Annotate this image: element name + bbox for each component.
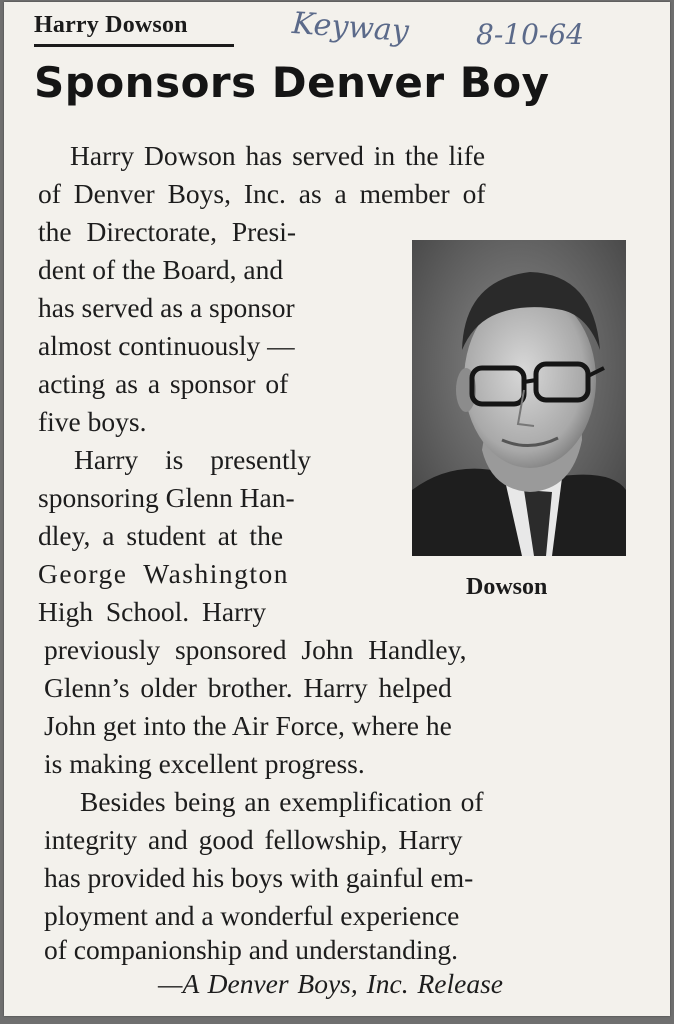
- body-line: dley, a student at the: [38, 520, 284, 551]
- body-line: John get into the Air Force, where he: [44, 710, 452, 741]
- byline: —A Denver Boys, Inc. Release: [158, 968, 504, 999]
- headline: Sponsors Denver Boy: [34, 58, 550, 107]
- body-line: almost continuously —: [38, 330, 295, 361]
- body-line: integrity and good fellowship, Harry: [44, 824, 463, 855]
- body-line: the Directorate, Presi-: [38, 216, 297, 247]
- body-line: ployment and a wonderful experience: [44, 900, 460, 931]
- newspaper-clipping: [4, 2, 670, 1016]
- kicker-underline: [34, 44, 234, 47]
- body-line: acting as a sponsor of: [38, 368, 289, 399]
- body-line: Harry Dowson has served in the life: [70, 140, 486, 171]
- portrait-illustration: [412, 240, 626, 556]
- handwritten-name: Keyway: [290, 5, 410, 50]
- body-line: Harry is presently: [74, 444, 312, 475]
- body-line: five boys.: [38, 406, 147, 437]
- kicker: Harry Dowson: [34, 12, 188, 38]
- photo-caption: Dowson: [466, 574, 548, 600]
- body-line: of companionship and understanding.: [44, 934, 458, 965]
- handwritten-date: 8-10-64: [476, 18, 584, 51]
- body-line: High School. Harry: [38, 596, 267, 627]
- body-line: has provided his boys with gainful em-: [44, 862, 474, 893]
- body-line: has served as a sponsor: [38, 292, 295, 323]
- body-line: Besides being an exemplification of: [80, 786, 484, 817]
- body-line: sponsoring Glenn Han-: [38, 482, 295, 513]
- body-line: dent of the Board, and: [38, 254, 284, 285]
- portrait-photo: [412, 240, 626, 556]
- body-line: is making excellent progress.: [44, 748, 365, 779]
- body-line: George Washington: [38, 558, 290, 589]
- body-line: previously sponsored John Handley,: [44, 634, 467, 665]
- body-line: Glenn’s older brother. Harry helped: [44, 672, 452, 703]
- body-line: of Denver Boys, Inc. as a member of: [38, 178, 486, 209]
